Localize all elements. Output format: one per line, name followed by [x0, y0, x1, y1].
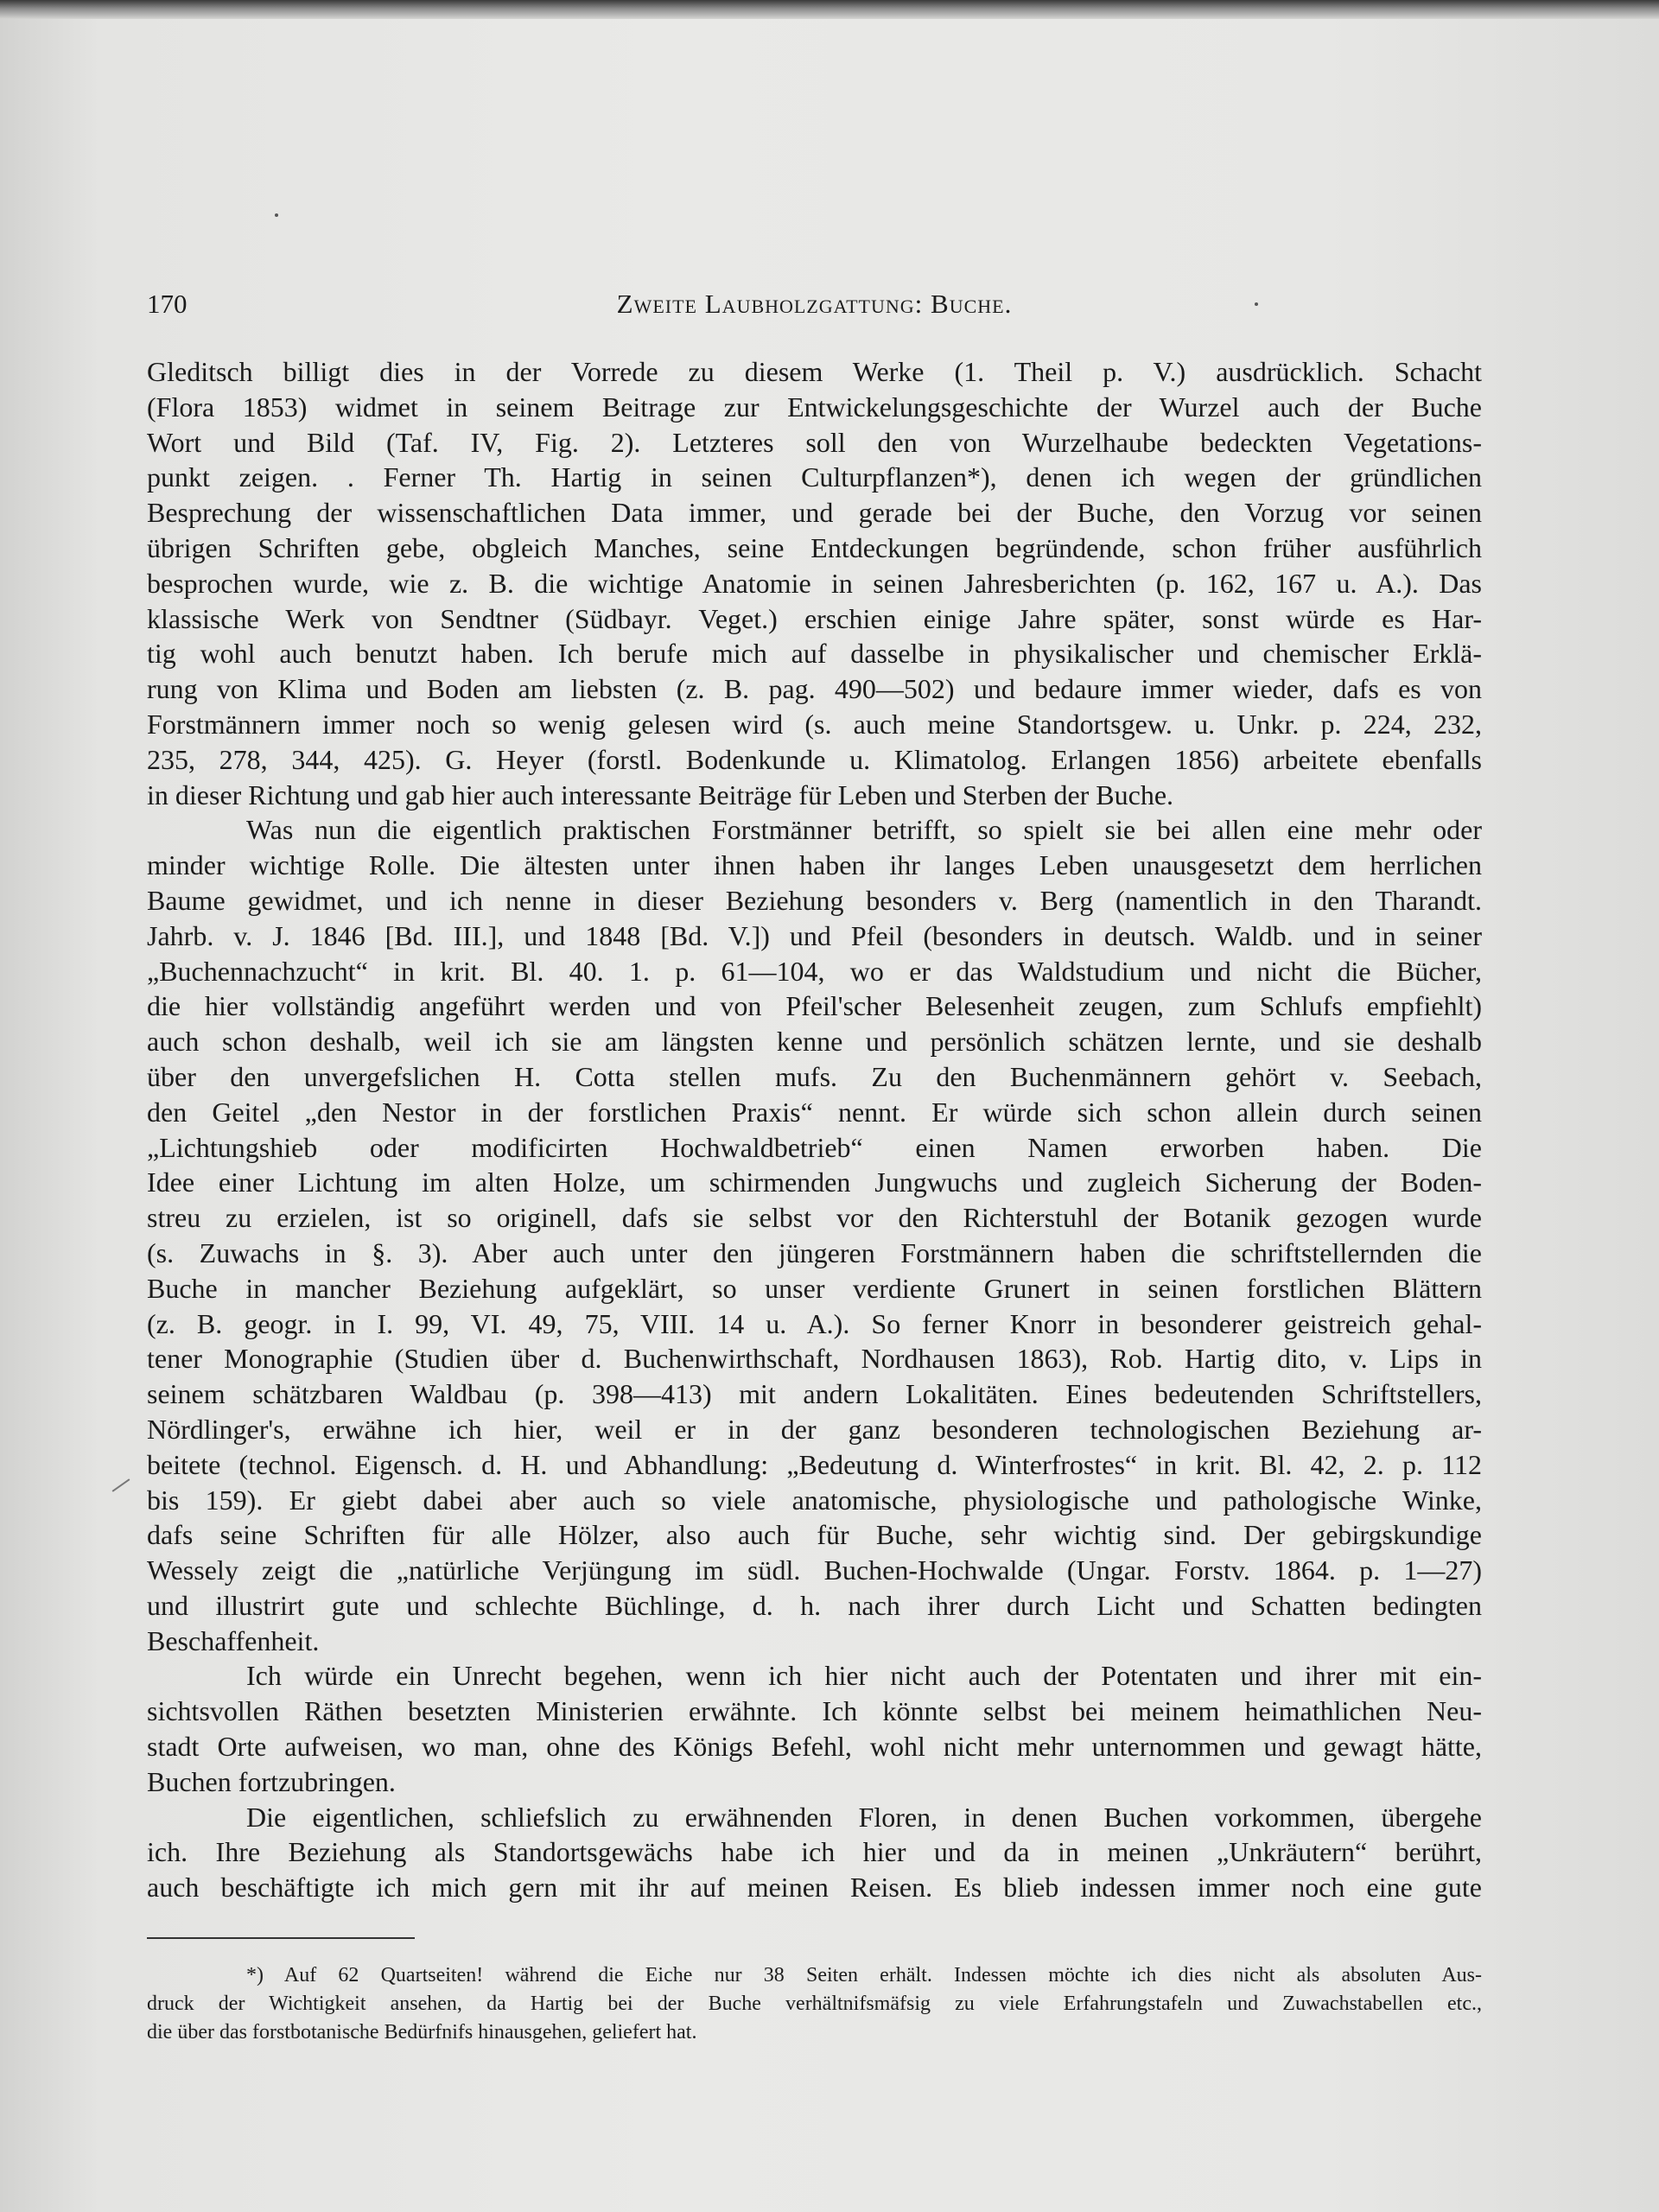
text-line: besprochen wurde, wie z. B. die wichtige Anatomie in seinen Jahresberichten (p. 162, 167 u. A.). Das	[147, 567, 1482, 599]
text-line: übrigen Schriften gebe, obgleich Manches, seine Entdeckungen begründende, schon früher ausführlich	[147, 531, 1482, 563]
text-line: ich. Ihre Beziehung als Standortsgewächs habe ich hier und da in meinen „Unkräutern“ berührt,	[147, 1836, 1482, 1868]
text-line: Nördlinger's, erwähne ich hier, weil er in der ganz besonderen technologischen Beziehung ar-	[147, 1413, 1482, 1445]
text-line: auch schon deshalb, weil ich sie am längsten kenne und persönlich schätzen lernte, und sie deshalb	[147, 1026, 1482, 1058]
text-line: klassische Werk von Sendtner (Südbayr. Veget.) erschien einige Jahre später, sonst würde es Har-	[147, 602, 1482, 634]
text-line: über den unvergefslichen H. Cotta stellen mufs. Zu den Buchenmännern gehört v. Seebach,	[147, 1060, 1482, 1092]
text-line: auch beschäftigte ich mich gern mit ihr auf meinen Reisen. Es blieb indessen immer noch eine gute	[147, 1872, 1482, 1904]
footnote-separator	[147, 1937, 415, 1939]
text-line: beitete (technol. Eigensch. d. H. und Abhandlung: „Bedeutung d. Winterfrostes“ in krit. Bl. 42, 2. p. 112	[147, 1448, 1482, 1480]
text-line: den Geitel „den Nestor in der forstlichen Praxis“ nennt. Er würde sich schon allein durch seinen	[147, 1096, 1482, 1128]
text-line: „Lichtungshieb oder modificirten Hochwaldbetrieb“ einen Namen erworben haben. Die	[147, 1131, 1482, 1163]
text-line: minder wichtige Rolle. Die ältesten unter ihnen haben ihr langes Leben unausgesetzt dem herrlichen	[147, 849, 1482, 881]
text-line: Forstmännern immer noch so wenig gelesen wird (s. auch meine Standortsgew. u. Unkr. p. 224, 232,	[147, 708, 1482, 740]
text-line: rung von Klima und Boden am liebsten (z. B. pag. 490—502) und bedaure immer wieder, dafs es von	[147, 673, 1482, 705]
footnote-line: die über das forstbotanische Bedürfnifs hinausgehen, geliefert hat.	[147, 2021, 697, 2044]
text-line: und illustrirt gute und schlechte Büchlinge, d. h. nach ihrer durch Licht und Schatten bedingten	[147, 1589, 1482, 1621]
page-number: 170	[147, 289, 188, 319]
text-line: (Flora 1853) widmet in seinem Beitrage zur Entwickelungsgeschichte der Wurzel auch der Buche	[147, 391, 1482, 423]
text-line: Buche in mancher Beziehung aufgeklärt, so unser verdiente Grunert in seinen forstlichen Blättern	[147, 1272, 1482, 1304]
text-line: die hier vollständig angeführt werden und von Pfeil'scher Belesenheit zeugen, zum Schlufs empfiehlt)	[147, 990, 1482, 1022]
dust-speck	[275, 213, 278, 217]
text-line: tig wohl auch benutzt haben. Ich berufe mich auf dasselbe in physikalischer und chemischer Erklä-	[147, 638, 1482, 670]
text-line: sichtsvollen Räthen besetzten Ministerien erwähnte. Ich könnte selbst bei meinem heimathlichen Neu-	[147, 1695, 1482, 1727]
text-line: Wessely zeigt die „natürliche Verjüngung im südl. Buchen-Hochwalde (Ungar. Forstv. 1864. p. 1—27)	[147, 1554, 1482, 1586]
text-line: Wort und Bild (Taf. IV, Fig. 2). Letzteres soll den von Wurzelhaube bedeckten Vegetations-	[147, 426, 1482, 458]
footnotes	[147, 1961, 1482, 2047]
margin-pencil-mark	[112, 1478, 130, 1491]
text-line: (z. B. geogr. in I. 99, VI. 49, 75, VIII. 14 u. A.). So ferner Knorr in besonderer geistreich gehal-	[147, 1307, 1482, 1339]
text-line: Buchen fortzubringen.	[147, 1765, 396, 1797]
footnote-line: druck der Wichtigkeit ansehen, da Hartig bei der Buche verhältnifsmäfsig zu viele Erfahrungstafeln und Zuwachstabellen etc.,	[147, 1993, 1482, 2015]
text-line: stadt Orte aufweisen, wo man, ohne des Königs Befehl, wohl nicht mehr unternommen und gewagt hätte,	[147, 1731, 1482, 1763]
text-line: dafs seine Schriften für alle Hölzer, also auch für Buche, sehr wichtig sind. Der gebirgskundige	[147, 1519, 1482, 1551]
text-line: Jahrb. v. J. 1846 [Bd. III.], und 1848 [Bd. V.]) und Pfeil (besonders in deutsch. Waldb. und in seiner	[147, 919, 1482, 951]
text-line: Besprechung der wissenschaftlichen Data immer, und gerade bei der Buche, den Vorzug vor seinen	[147, 497, 1482, 529]
page-header	[147, 289, 1482, 323]
text-line: Beschaffenheit.	[147, 1624, 320, 1656]
text-line: Die eigentlichen, schliefslich zu erwähnenden Floren, in denen Buchen vorkommen, übergehe	[246, 1801, 1482, 1833]
scan-top-edge	[0, 0, 1659, 19]
text-line: Gleditsch billigt dies in der Vorrede zu diesem Werke (1. Theil p. V.) ausdrücklich. Schacht	[147, 356, 1482, 387]
running-title: Zweite Laubholzgattung: Buche.	[616, 289, 1013, 319]
text-line: (s. Zuwachs in §. 3). Aber auch unter den jüngeren Forstmännern haben die schriftstellernden die	[147, 1236, 1482, 1268]
text-line: 235, 278, 344, 425). G. Heyer (forstl. Bodenkunde u. Klimatolog. Erlangen 1856) arbeitete ebenfalls	[147, 743, 1482, 775]
text-line: Was nun die eigentlich praktischen Forstmänner betrifft, so spielt sie bei allen eine mehr oder	[246, 814, 1482, 846]
text-line: seinem schätzbaren Waldbau (p. 398—413) mit andern Lokalitäten. Eines bedeutenden Schriftstellers,	[147, 1378, 1482, 1410]
text-line: Idee einer Lichtung im alten Holze, um schirmenden Jungwuchs und zugleich Sicherung der Boden-	[147, 1166, 1482, 1198]
text-line: Baume gewidmet, und ich nenne in dieser Beziehung besonders v. Berg (namentlich in den Tharandt.	[147, 884, 1482, 916]
text-line: streu zu erzielen, ist so originell, dafs sie selbst vor den Richterstuhl der Botanik gezogen wurde	[147, 1202, 1482, 1234]
text-line: Ich würde ein Unrecht begehen, wenn ich hier nicht auch der Potentaten und ihrer mit ein-	[246, 1660, 1482, 1692]
text-line: punkt zeigen. . Ferner Th. Hartig in seinen Culturpflanzen*), denen ich wegen der gründlichen	[147, 461, 1482, 493]
text-line: in dieser Richtung und gab hier auch interessante Beiträge für Leben und Sterben der Buche.	[147, 779, 1174, 810]
text-line: „Buchennachzucht“ in krit. Bl. 40. 1. p. 61—104, wo er das Waldstudium und nicht die Bücher,	[147, 955, 1482, 987]
text-line: bis 159). Er giebt dabei aber auch so viele anatomische, physiologische und pathologische Winke,	[147, 1484, 1482, 1516]
footnote-line: *) Auf 62 Quartseiten! während die Eiche nur 38 Seiten erhält. Indessen möchte ich dies nicht als absoluten Aus-	[246, 1964, 1482, 1986]
body-text	[147, 354, 1482, 1905]
text-line: tener Monographie (Studien über d. Buchenwirthschaft, Nordhausen 1863), Rob. Hartig dito, v. Lips in	[147, 1343, 1482, 1375]
